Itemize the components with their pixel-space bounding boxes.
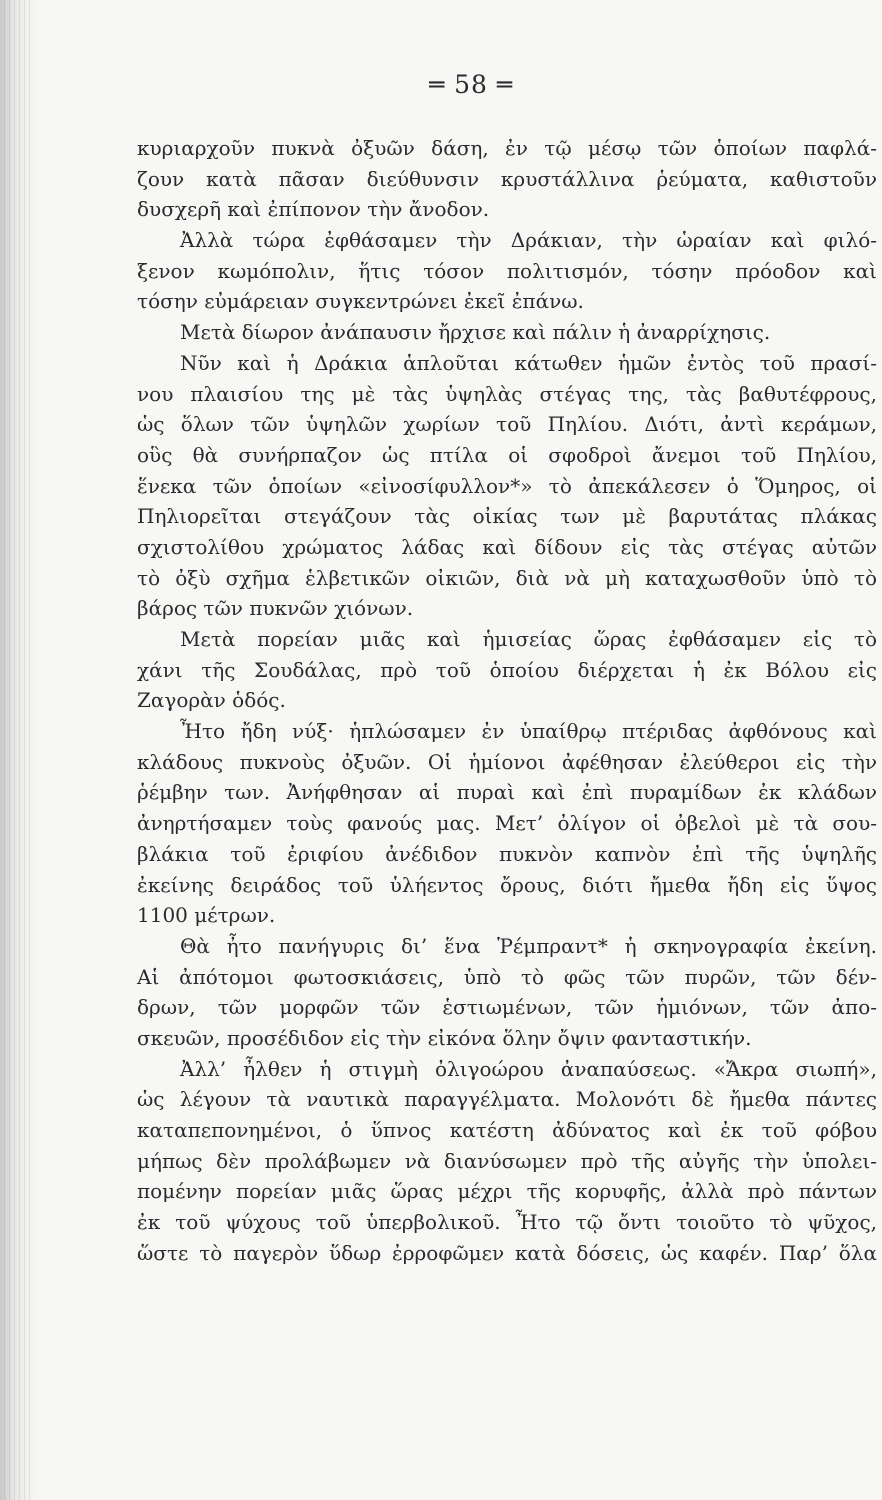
text-line: πομένην πορείαν μιᾶς ὥρας μέχρι τῆς κορυφῆς, ἀλλὰ πρὸ πάντων [137,1179,877,1204]
page-number: ═ 58 ═ [429,70,513,99]
text-line: Νῦν καὶ ἡ Δράκια ἁπλοῦται κάτωθεν ἡμῶν ἐντὸς τοῦ πρασί- [180,350,877,375]
page-edges [4,0,34,1500]
text-line: Μετὰ δίωρον ἀνάπαυσιν ἤρχισε καὶ πάλιν ἡ ἀναρρίχησις. [180,320,771,345]
text-line: ἐκείνης δειράδος τοῦ ὑλήεντος ὄρους, διότι ἤμεθα ἤδη εἰς ὕψος [137,872,877,897]
text-line: βάρος τῶν πυκνῶν χιόνων. [137,596,414,621]
text-line: Ἀλλ’ ἦλθεν ἡ στιγμὴ ὀλιγοώρου ἀναπαύσεως. «Ἄκρα σιωπή», [180,1056,877,1081]
text-line: ἕνεκα τῶν ὁποίων «εἰνοσίφυλλον*» τὸ ἀπεκάλεσεν ὁ Ὅμηρος, οἱ [137,473,877,498]
text-line: νου πλαισίου της μὲ τὰς ὑψηλὰς στέγας της, τὰς βαθυτέφρους, [137,381,877,406]
text-line: δρων, τῶν μορφῶν τῶν ἑστιωμένων, τῶν ἡμιόνων, τῶν ἀπο- [137,995,877,1020]
book-gutter [0,0,42,1500]
text-line: κλάδους πυκνοὺς ὀξυῶν. Οἱ ἡμίονοι ἀφέθησαν ἐλεύθεροι εἰς τὴν [137,749,877,774]
text-line: ἀνηρτήσαμεν τοὺς φανούς μας. Μετ’ ὀλίγον οἱ ὀβελοὶ μὲ τὰ σου- [137,811,877,836]
text-line: τὸ ὀξὺ σχῆμα ἑλβετικῶν οἰκιῶν, διὰ νὰ μὴ καταχωσθοῦν ὑπὸ τὸ [137,565,877,590]
text-line: Ζαγορὰν ὁδός. [137,688,286,713]
text-line: Ἀλλὰ τώρα ἐφθάσαμεν τὴν Δράκιαν, τὴν ὡραίαν καὶ φιλό- [180,228,877,253]
text-line: σχιστολίθου χρώματος λάδας καὶ δίδουν εἰς τὰς στέγας αὐτῶν [137,534,877,559]
text-line: χάνι τῆς Σουδάλας, πρὸ τοῦ ὁποίου διέρχεται ἡ ἐκ Βόλου εἰς [137,657,877,682]
text-line: Πηλιορεῖται στεγάζουν τὰς οἰκίας των μὲ βαρυτάτας πλάκας [137,504,877,529]
text-line: 1100 μέτρων. [137,903,276,928]
text-line: δυσχερῆ καὶ ἐπίπονον τὴν ἄνοδον. [137,197,490,222]
text-line: ἐκ τοῦ ψύχους τοῦ ὑπερβολικοῦ. Ἦτο τῷ ὄντι τοιοῦτο τὸ ψῦχος, [137,1210,877,1235]
text-line: μήπως δὲν προλάβωμεν νὰ διανύσωμεν πρὸ τῆς αὐγῆς τὴν ὑπολει- [137,1148,877,1173]
text-line: βλάκια τοῦ ἐριφίου ἀνέδιδον πυκνὸν καπνὸν ἐπὶ τῆς ὑψηλῆς [137,841,877,866]
text-line: Μετὰ πορείαν μιᾶς καὶ ἡμισείας ὥρας ἐφθάσαμεν εἰς τὸ [180,627,877,651]
text-line: τόσην εὐμάρειαν συγκεντρώνει ἐκεῖ ἐπάνω. [137,289,584,314]
text-line: Θὰ ἦτο πανήγυρις δι’ ἕνα Ῥέμπραντ* ἡ σκηνογραφία ἐκείνη. [180,933,877,958]
text-line: ζουν κατὰ πᾶσαν διεύθυνσιν κρυστάλλινα ῥεύματα, καθιστοῦν [137,166,877,191]
text-line: Αἱ ἀπότομοι φωτοσκιάσεις, ὑπὸ τὸ φῶς τῶν πυρῶν, τῶν δέν- [137,964,877,989]
text-line: ὡς ὅλων τῶν ὑψηλῶν χωρίων τοῦ Πηλίου. Διότι, ἀντὶ κεράμων, [137,412,877,437]
text-line: κυριαρχοῦν πυκνὰ ὀξυῶν δάση, ἐν τῷ μέσῳ τῶν ὁποίων παφλά- [137,136,877,160]
text-line: ῥέμβην των. Ἀνήφθησαν αἱ πυραὶ καὶ ἐπὶ πυραμίδων ἐκ κλάδων [137,780,877,805]
text-line: σκευῶν, προσέδιδον εἰς τὴν εἰκόνα ὅλην ὄψιν φανταστικήν. [137,1025,752,1050]
text-line: ὡς λέγουν τὰ ναυτικὰ παραγγέλματα. Μολονότι δὲ ἤμεθα πάντες [137,1087,877,1112]
text-line: Ἦτο ἤδη νύξ· ἡπλώσαμεν ἐν ὑπαίθρῳ πτέριδας ἀφθόνους καὶ [180,719,877,744]
body-text [137,133,877,1268]
text-line: καταπεπονημένοι, ὁ ὕπνος κατέστη ἀδύνατος καὶ ἐκ τοῦ φόβου [137,1118,877,1142]
text-line: οὓς θὰ συνήρπαζον ὡς πτίλα οἱ σφοδροὶ ἄνεμοι τοῦ Πηλίου, [137,442,877,467]
text-line: ὥστε τὸ παγερὸν ὕδωρ ἐρροφῶμεν κατὰ δόσεις, ὡς καφέν. Παρ’ ὅλα [137,1240,877,1265]
text-line: ξενον κωμόπολιν, ἥτις τόσον πολιτισμόν, τόσην πρόοδον καὶ [137,258,877,283]
